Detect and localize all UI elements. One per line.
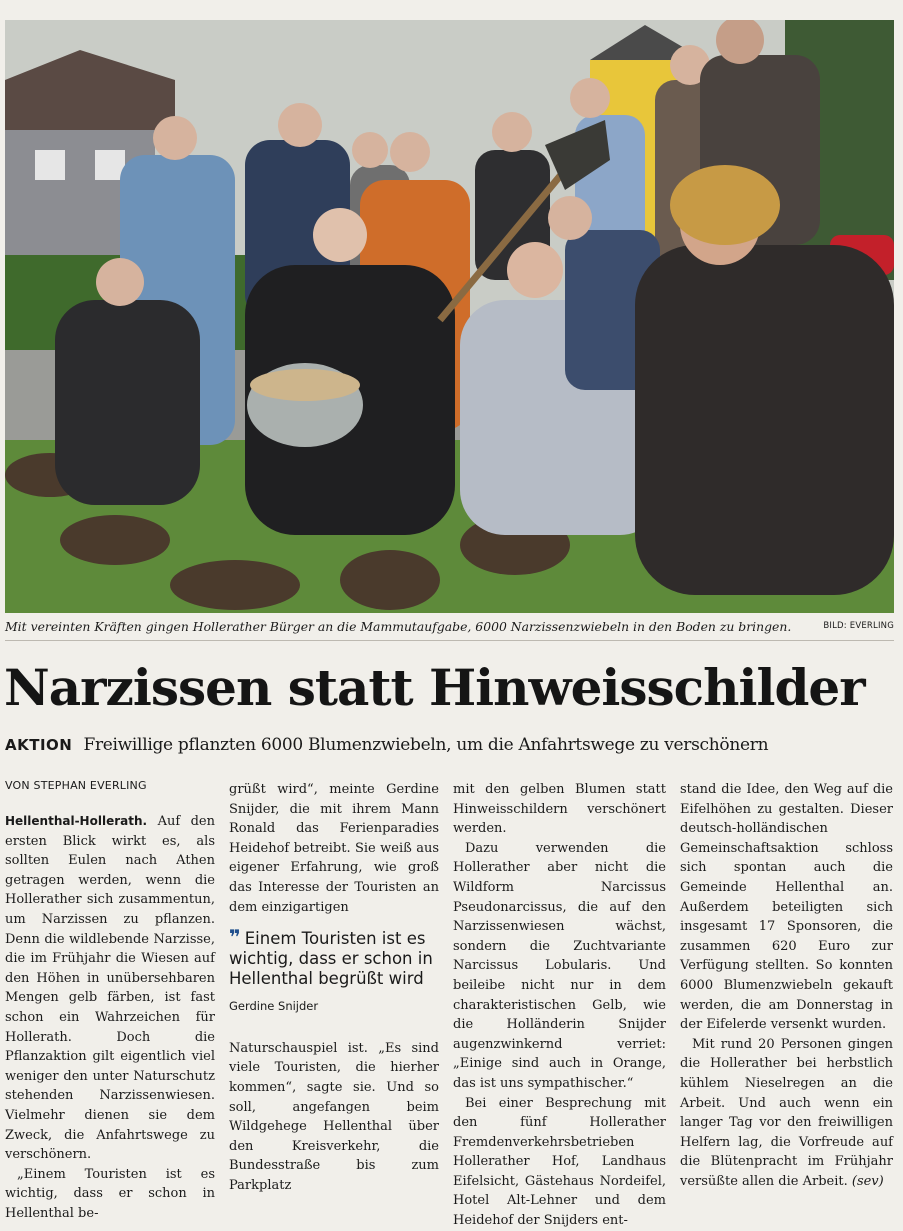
section-kicker: AKTION	[5, 736, 73, 754]
headline: Narzissen statt Hinweisschilder	[4, 658, 865, 717]
author-signature: (sev)	[851, 1173, 884, 1189]
paragraph	[680, 1035, 893, 1192]
photo-illustration	[5, 20, 894, 613]
pull-quote-text: Einem Touristen ist es wichtig, dass er schon in Hellenthal begrüßt wird	[229, 929, 433, 989]
author-byline: VON STEPHAN EVERLING	[5, 779, 147, 792]
dateline: Hellenthal-Hollerath.	[5, 814, 148, 828]
paragraph: grüßt wird“, meinte Gerdine Snijder, die mit ihrem Mann Ronald das Ferienparadies Heidehof betreibt. Sie weiß aus eigener Erfahrung, wie groß das Interesse der Touristen an dem einzigartigen	[229, 782, 439, 915]
paragraph: Dazu verwenden die Hollerather aber nicht die Wildform Narcissus Pseudonarcissus, die auf den Narzissenwiesen wächst, sondern die Zuchtvariante Narcissus Lobularis. Und beileibe nicht nur in dem charakteristischen Gelb, wie die Holländerin Snijder augenzwinkernd verriet: „Einige sind auch in Orange, das ist uns sympathischer.“	[453, 840, 666, 1091]
paragraph-text: Mit rund 20 Personen gingen die Hollerather bei herbstlich kühlem Nieselregen an die Arbeit. Und auch wenn ein langer Tag vor den freiwilligen Helfern lag, die Vorfreude auf die Blütenpracht im Frühjahr versüßte allen die Arbeit.	[680, 1036, 893, 1189]
article-photo	[5, 20, 894, 613]
subheadline: Freiwillige pflanzten 6000 Blumenzwiebeln, um die Anfahrtswege zu verschönern	[83, 735, 769, 755]
article-column-3	[453, 780, 666, 1231]
article-column-2	[229, 780, 439, 1196]
pull-quote	[229, 927, 439, 989]
article-column-4	[680, 780, 893, 1191]
paragraph: stand die Idee, den Weg auf die Eifelhöhen zu gestalten. Dieser deutsch-holländischen Gemeinschaftsaktion schloss sich spontan auch die Gemeinde Hellenthal an. Außerdem beteiligten sich insgesamt 17 Sponsoren, die zusammen 620 Euro zur Verfügung stellten. So konnten 6000 Blumenzwiebeln gekauft werden, die am Donnerstag in der Eifelerde versenkt wurden.	[680, 782, 893, 1033]
article-column-1	[5, 812, 215, 1223]
subheadline-row	[5, 735, 768, 755]
photo-caption: Mit vereinten Kräften gingen Hollerather Bürger an die Mammutaufgabe, 6000 Narzissenzwiebeln in den Boden zu bringen.	[5, 619, 792, 634]
paragraph: Bei einer Besprechung mit den fünf Hollerather Fremdenverkehrsbetrieben Hollerather Hof, Landhaus Eifelsicht, Gästehaus Nordeifel, Hotel Alt-Lehner und dem Heidehof der Snijders ent-	[453, 1095, 666, 1229]
photo-credit: BILD: EVERLING	[823, 621, 894, 631]
paragraph	[5, 812, 215, 1165]
quote-mark-icon: ❞	[229, 925, 241, 950]
caption-bar	[5, 619, 894, 637]
paragraph-text: Auf den ersten Blick wirkt es, als sollten Eulen nach Athen getragen werden, wenn die Hollerather sich zusammentun, um Narzissen zu pflanzen. Denn die wildlebende Narzisse, die im Frühjahr die Wiesen auf den Höhen in unübersehbaren Mengen gelb färben, ist fast schon ein Wahrzeichen für Hollerath. Doch die Pflanzaktion gilt eigentlich viel weniger den unter Naturschutz stehenden Narzissenwiesen. Vielmehr dienen sie dem Zweck, die Anfahrtswege zu verschönern.	[5, 814, 215, 1163]
paragraph: mit den gelben Blumen statt Hinweisschildern verschönert werden.	[453, 782, 666, 837]
pull-quote-source: Gerdine Snijder	[229, 999, 319, 1014]
paragraph: Naturschauspiel ist. „Es sind viele Touristen, die hierher kommen“, sagte sie. Und so soll, angefangen beim Wildgehege Hellenthal über den Kreisverkehr, die Bundesstraße bis zum Parkplatz	[229, 1040, 439, 1193]
paragraph: „Einem Touristen ist es wichtig, dass er schon in Hellenthal be-	[5, 1166, 215, 1221]
caption-divider	[5, 640, 894, 641]
